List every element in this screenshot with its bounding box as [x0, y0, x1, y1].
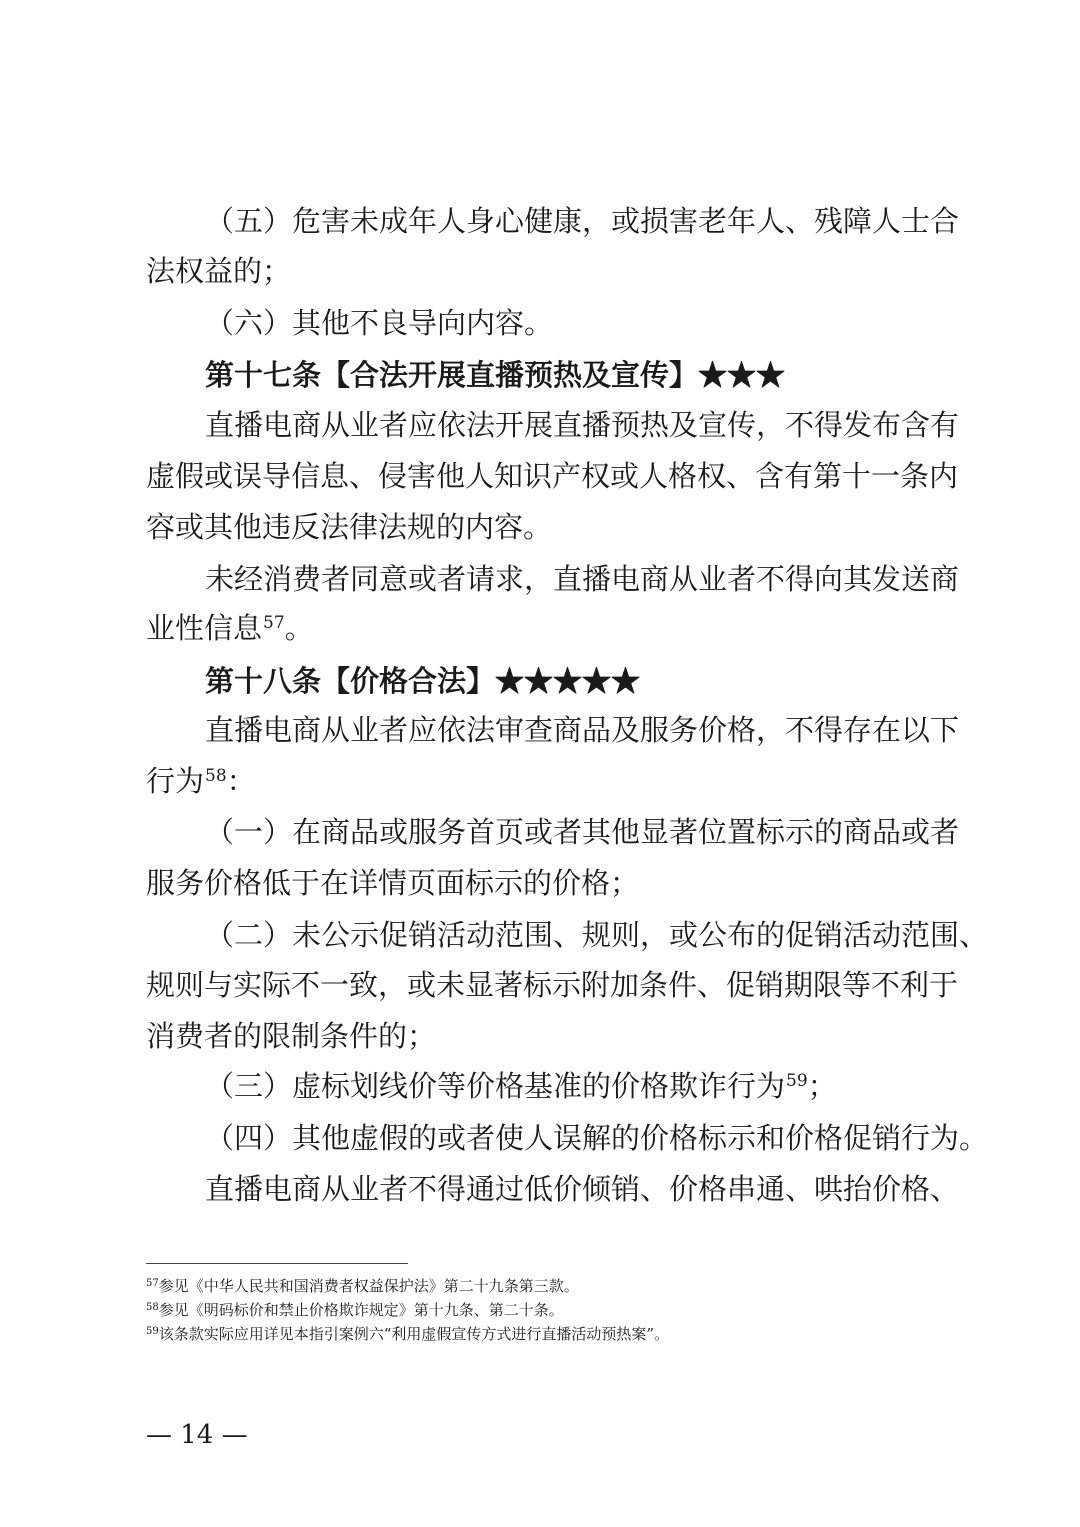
text-line	[0, 758, 1080, 804]
text-line	[0, 198, 1080, 244]
line-text: 直播电商从业者应依法开展直播预热及宣传，不得发布含有	[205, 408, 960, 442]
line-tail: ：	[226, 764, 256, 798]
text-line	[0, 453, 1080, 499]
footnote-text: 该条款实际应用详见本指引案例六“利用虚假宣传方式进行直播活动预热案”。	[158, 1325, 670, 1343]
text-line	[0, 300, 1080, 346]
text-line	[0, 556, 1080, 602]
text-line	[0, 605, 1080, 651]
footnote-58	[146, 1299, 564, 1324]
footnote-ref-58[interactable]: 58	[205, 766, 227, 786]
article-18-title: 第十八条【价格合法】★★★★★	[205, 664, 641, 698]
line-text: （五）危害未成年人身心健康，或损害老年人、残障人士合	[205, 204, 960, 238]
line-text: 未经消费者同意或者请求，直播电商从业者不得向其发送商	[205, 562, 960, 596]
line-text: 容或其他违反法律法规的内容。	[146, 510, 553, 544]
line-text: 行为	[146, 764, 205, 798]
text-line	[0, 809, 1080, 855]
text-line	[0, 402, 1080, 448]
line-text: 消费者的限制条件的；	[146, 1019, 437, 1053]
line-tail: ；	[807, 1069, 837, 1103]
line-text: （一）在商品或服务首页或者其他显著位置标示的商品或者	[205, 815, 960, 849]
line-text: 直播电商从业者不得通过低价倾销、价格串通、哄抬价格、	[205, 1172, 960, 1206]
line-text: 服务价格低于在详情页面标示的价格；	[146, 866, 640, 900]
line-text: 规则与实际不一致，或未显著标示附加条件、促销期限等不利于	[146, 968, 959, 1002]
footnote-59	[146, 1323, 669, 1348]
footnote-number: 57	[146, 1278, 159, 1289]
line-text: 法权益的；	[146, 254, 292, 288]
footnote-text: 参见《明码标价和禁止价格欺诈规定》第十九条、第二十条。	[158, 1301, 564, 1319]
line-text: 虚假或误导信息、侵害他人知识产权或人格权、含有第十一条内	[146, 459, 959, 493]
footnote-57	[146, 1275, 579, 1300]
line-text: 业性信息	[146, 611, 263, 645]
line-text: （六）其他不良导向内容。	[205, 306, 554, 340]
footnote-number: 58	[146, 1302, 159, 1313]
line-text: （四）其他虚假的或者使人误解的价格标示和价格促销行为。	[205, 1121, 989, 1155]
text-line	[0, 707, 1080, 753]
line-tail: 。	[284, 611, 314, 645]
text-line	[0, 1166, 1080, 1212]
page-number: — 14 —	[146, 1420, 248, 1450]
text-line	[0, 504, 1080, 550]
article-17-title: 第十七条【合法开展直播预热及宣传】★★★	[205, 358, 786, 392]
line-text: 直播电商从业者应依法审查商品及服务价格，不得存在以下	[205, 713, 960, 747]
text-line	[0, 248, 1080, 294]
footnote-text: 参见《中华人民共和国消费者权益保护法》第二十九条第三款。	[158, 1277, 579, 1295]
text-line	[0, 962, 1080, 1008]
article-heading	[0, 658, 1080, 704]
text-line	[0, 1013, 1080, 1059]
footnote-ref-59[interactable]: 59	[786, 1071, 808, 1091]
line-text: （三）虚标划线价等价格基准的价格欺诈行为	[205, 1069, 786, 1103]
text-line	[0, 860, 1080, 906]
footnote-ref-57[interactable]: 57	[263, 613, 285, 633]
article-heading	[0, 352, 1080, 398]
line-text: （二）未公示促销活动范围、规则，或公布的促销活动范围、	[205, 918, 989, 952]
footnote-divider	[146, 1263, 408, 1264]
text-line	[0, 1063, 1080, 1109]
footnote-number: 59	[146, 1326, 159, 1337]
text-line	[0, 1115, 1080, 1161]
text-line	[0, 912, 1080, 958]
